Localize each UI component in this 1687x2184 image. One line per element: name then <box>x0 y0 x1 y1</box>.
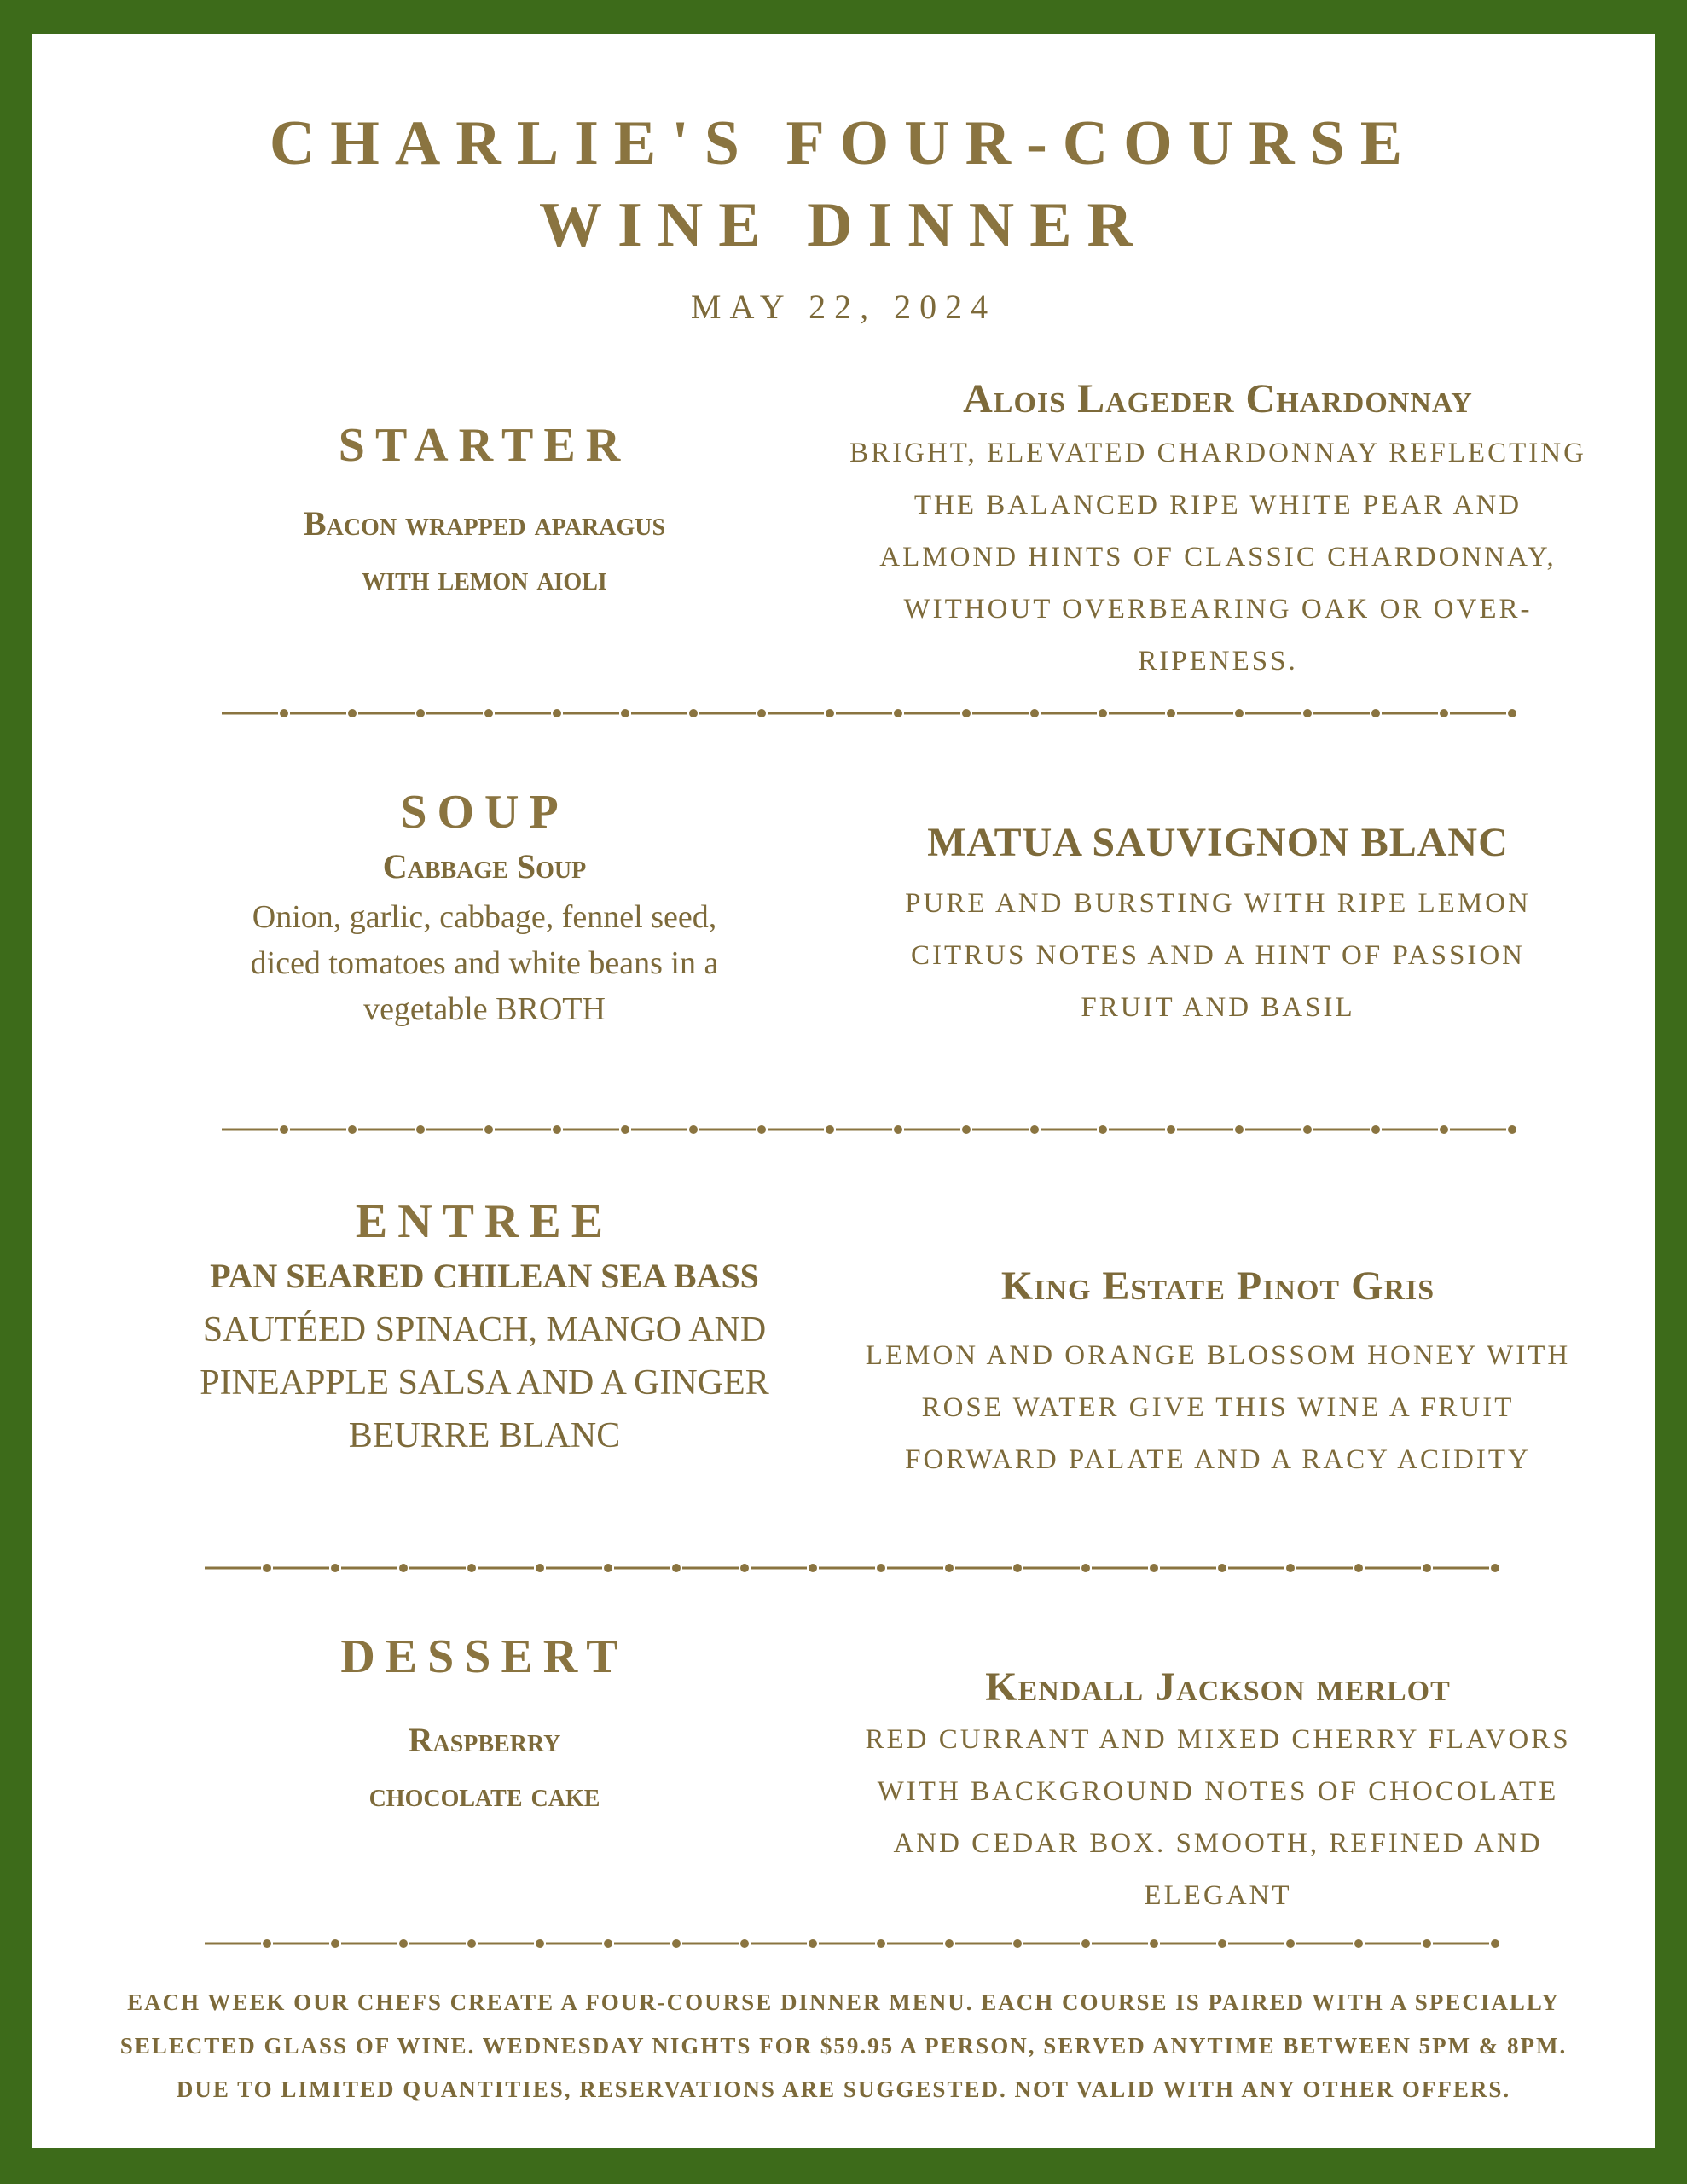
dish-name-line-2: chocolate cake <box>368 1775 600 1814</box>
divider-dot <box>1235 709 1244 717</box>
wine-name: Alois Lageder Chardonnay <box>963 376 1473 421</box>
divider-dot <box>962 709 971 717</box>
divider-dot <box>1440 709 1448 717</box>
divider-dot <box>1354 1564 1363 1572</box>
dish-name: Cabbage Soup <box>382 847 587 886</box>
course-heading: STARTER <box>338 419 631 472</box>
course-heading: SOUP <box>400 786 569 839</box>
dessert-wine <box>809 1664 1627 1922</box>
wine-name: Kendall Jackson merlot <box>985 1664 1451 1710</box>
divider-dot <box>1235 1125 1244 1134</box>
footer-note <box>67 1981 1620 2111</box>
divider-dot <box>467 1564 476 1572</box>
divider-dot <box>399 1564 408 1572</box>
divider-dot <box>826 709 834 717</box>
divider-dot <box>553 709 561 717</box>
wine-desc-line: FRUIT AND BASIL <box>1081 992 1355 1023</box>
divider-dot <box>536 1564 544 1572</box>
divider-dot <box>809 1564 817 1572</box>
divider-dot <box>1030 709 1039 717</box>
divider <box>222 703 1561 723</box>
dish-desc-line: PINEAPPLE SALSA AND A GINGER <box>200 1363 769 1403</box>
divider-dot <box>1491 1939 1499 1948</box>
divider-dot <box>1150 1939 1158 1948</box>
soup-wine <box>809 819 1627 1034</box>
divider-dot <box>1167 1125 1175 1134</box>
wine-desc-line: ELEGANT <box>1144 1880 1292 1911</box>
divider-dot <box>484 709 493 717</box>
divider-dot <box>621 1125 629 1134</box>
divider-dot <box>877 1564 885 1572</box>
wine-name: King Estate Pinot Gris <box>1000 1263 1435 1309</box>
divider-dot <box>1013 1564 1022 1572</box>
divider-dot <box>263 1564 271 1572</box>
divider-dot <box>621 709 629 717</box>
dish-name-line-2: with lemon aioli <box>362 559 607 597</box>
divider-dot <box>604 1939 612 1948</box>
wine-desc-line: FORWARD PALATE AND A RACY ACIDITY <box>905 1444 1531 1475</box>
divider-dot <box>826 1125 834 1134</box>
divider-dot <box>553 1125 561 1134</box>
wine-desc-line: CITRUS NOTES AND A HINT OF PASSION <box>911 940 1525 971</box>
divider-dot <box>757 709 766 717</box>
divider <box>205 1933 1510 1954</box>
wine-desc-line: RIPENESS. <box>1138 646 1298 677</box>
entree-wine <box>809 1263 1627 1486</box>
dish-name: Bacon wrapped aparagus <box>303 504 666 543</box>
divider-dot <box>1491 1564 1499 1572</box>
course-heading: DESSERT <box>340 1630 629 1683</box>
starter-wine <box>809 375 1627 688</box>
title-line-2: WINE DINNER <box>538 190 1148 260</box>
divider-dot <box>484 1125 493 1134</box>
divider-dot <box>894 709 902 717</box>
divider-dot <box>1030 1125 1039 1134</box>
wine-desc-line: AND CEDAR BOX. SMOOTH, REFINED AND <box>893 1828 1543 1859</box>
divider-dot <box>416 709 425 717</box>
divider-dot <box>263 1939 271 1948</box>
course-heading: ENTREE <box>355 1195 614 1248</box>
divider-dot <box>1218 1939 1226 1948</box>
divider-dot <box>1508 1125 1516 1134</box>
divider-dot <box>1286 1939 1295 1948</box>
divider-dot <box>280 1125 288 1134</box>
dish-desc-line: BEURRE BLANC <box>348 1416 621 1455</box>
dish-desc-line: vegetable BROTH <box>363 991 606 1027</box>
divider <box>222 1119 1527 1140</box>
dish-name: Raspberry <box>408 1721 561 1759</box>
divider-dot <box>399 1939 408 1948</box>
divider-dot <box>348 709 357 717</box>
divider-dot <box>740 1564 749 1572</box>
divider-dot <box>809 1939 817 1948</box>
divider-dot <box>689 1125 698 1134</box>
dish-desc-line: diced tomatoes and white beans in a <box>250 945 719 981</box>
divider-dot <box>1371 1125 1380 1134</box>
dish-desc-line: SAUTÉED SPINACH, MANGO AND <box>202 1310 767 1350</box>
divider-dot <box>1081 1564 1090 1572</box>
wine-desc-line: WITHOUT OVERBEARING OAK OR OVER- <box>903 594 1533 624</box>
divider-dot <box>1218 1564 1226 1572</box>
wine-desc-line: ROSE WATER GIVE THIS WINE A FRUIT <box>921 1392 1515 1423</box>
soup-course <box>109 785 860 1032</box>
footer-line: DUE TO LIMITED QUANTITIES, RESERVATIONS ARE SUGGESTED. NOT VALID WITH ANY OTHER OFFERS. <box>176 2077 1511 2102</box>
divider-dot <box>1303 1125 1312 1134</box>
divider-dot <box>1081 1939 1090 1948</box>
divider-dot <box>672 1939 681 1948</box>
divider-dot <box>331 1564 339 1572</box>
wine-desc-line: RED CURRANT AND MIXED CHERRY FLAVORS <box>865 1724 1571 1755</box>
wine-desc-line: BRIGHT, ELEVATED CHARDONNAY REFLECTING <box>849 438 1586 468</box>
wine-desc-line: PURE AND BURSTING WITH RIPE LEMON <box>905 888 1531 919</box>
divider-dot <box>740 1939 749 1948</box>
divider-dot <box>877 1939 885 1948</box>
divider-dot <box>1099 1125 1107 1134</box>
divider-dot <box>1167 709 1175 717</box>
wine-desc-line: THE BALANCED RIPE WHITE PEAR AND <box>913 490 1522 520</box>
dish-name: PAN SEARED CHILEAN SEA BASS <box>210 1257 759 1295</box>
divider-dot <box>1099 709 1107 717</box>
divider <box>205 1558 1510 1578</box>
wine-name: MATUA SAUVIGNON BLANC <box>927 820 1509 865</box>
divider-dot <box>1371 709 1380 717</box>
divider-dot <box>672 1564 681 1572</box>
wine-desc-line: LEMON AND ORANGE BLOSSOM HONEY WITH <box>865 1340 1571 1371</box>
divider-dot <box>894 1125 902 1134</box>
entree-course <box>109 1194 860 1462</box>
divider-dot <box>416 1125 425 1134</box>
divider-dot <box>945 1564 954 1572</box>
divider-dot <box>1508 709 1516 717</box>
menu-page <box>32 34 1655 2148</box>
divider-dot <box>536 1939 544 1948</box>
divider-dot <box>945 1939 954 1948</box>
event-date: MAY 22, 2024 <box>690 288 997 326</box>
divider-dot <box>331 1939 339 1948</box>
footer-line: EACH WEEK OUR CHEFS CREATE A FOUR-COURSE DINNER MENU. EACH COURSE IS PAIRED WITH A SPECIALLY <box>127 1989 1560 2015</box>
dessert-course <box>109 1629 860 1822</box>
divider-dot <box>1440 1125 1448 1134</box>
divider-dot <box>1423 1564 1431 1572</box>
divider-dot <box>962 1125 971 1134</box>
divider-dot <box>757 1125 766 1134</box>
divider-dot <box>280 709 288 717</box>
starter-course <box>109 418 860 606</box>
divider-dot <box>1354 1939 1363 1948</box>
footer-line: SELECTED GLASS OF WINE. WEDNESDAY NIGHTS FOR $59.95 A PERSON, SERVED ANYTIME BETWEEN 5PM & 8PM. <box>119 2033 1568 2059</box>
dish-desc-line: Onion, garlic, cabbage, fennel seed, <box>252 899 717 935</box>
divider-dot <box>689 709 698 717</box>
wine-desc-line: ALMOND HINTS OF CLASSIC CHARDONNAY, <box>879 542 1557 572</box>
divider-dot <box>348 1125 357 1134</box>
divider-dot <box>604 1564 612 1572</box>
wine-desc-line: WITH BACKGROUND NOTES OF CHOCOLATE <box>877 1776 1559 1807</box>
divider-dot <box>467 1939 476 1948</box>
title-line-1: CHARLIE'S FOUR-COURSE <box>269 108 1418 178</box>
divider-dot <box>1303 709 1312 717</box>
divider-dot <box>1013 1939 1022 1948</box>
divider-dot <box>1423 1939 1431 1948</box>
divider-dot <box>1286 1564 1295 1572</box>
divider-dot <box>1150 1564 1158 1572</box>
